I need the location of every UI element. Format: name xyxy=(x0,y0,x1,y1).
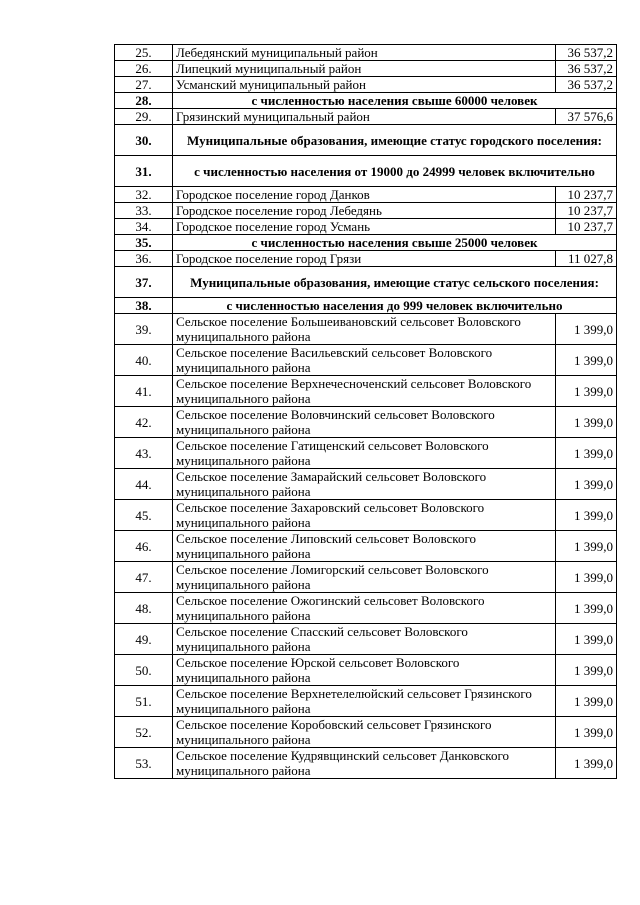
row-number: 51. xyxy=(115,686,173,717)
amount-value: 10 237,7 xyxy=(556,203,617,219)
table-row xyxy=(115,500,617,531)
municipality-name: Сельское поселение Верхнечесноченский сельсовет Воловского муниципального района xyxy=(173,376,556,407)
row-number: 28. xyxy=(115,93,173,109)
municipality-name: Городское поселение город Данков xyxy=(173,187,556,203)
amount-value: 1 399,0 xyxy=(556,686,617,717)
amount-value: 1 399,0 xyxy=(556,624,617,655)
amount-value: 37 576,6 xyxy=(556,109,617,125)
municipality-name: Городское поселение город Лебедянь xyxy=(173,203,556,219)
amount-value: 1 399,0 xyxy=(556,562,617,593)
row-number: 36. xyxy=(115,251,173,267)
row-number: 50. xyxy=(115,655,173,686)
table-row xyxy=(115,345,617,376)
municipality-name: Сельское поселение Гатищенский сельсовет Воловского муниципального района xyxy=(173,438,556,469)
table-row xyxy=(115,686,617,717)
table-row xyxy=(115,407,617,438)
municipality-name: Усманский муниципальный район xyxy=(173,77,556,93)
amount-value: 1 399,0 xyxy=(556,345,617,376)
section-header-row xyxy=(115,156,617,187)
amount-value: 1 399,0 xyxy=(556,438,617,469)
row-number: 30. xyxy=(115,125,173,156)
municipality-name: Сельское поселение Липовский сельсовет Воловского муниципального района xyxy=(173,531,556,562)
row-number: 44. xyxy=(115,469,173,500)
amount-value: 11 027,8 xyxy=(556,251,617,267)
row-number: 43. xyxy=(115,438,173,469)
row-number: 37. xyxy=(115,267,173,298)
table-row xyxy=(115,655,617,686)
amount-value: 1 399,0 xyxy=(556,314,617,345)
allocation-table xyxy=(114,44,617,779)
table-row xyxy=(115,77,617,93)
table-row xyxy=(115,624,617,655)
municipality-name: Сельское поселение Верхнетелелюйский сельсовет Грязинского муниципального района xyxy=(173,686,556,717)
municipality-name: Сельское поселение Замарайский сельсовет Воловского муниципального района xyxy=(173,469,556,500)
municipality-name: Городское поселение город Усмань xyxy=(173,219,556,235)
row-number: 39. xyxy=(115,314,173,345)
amount-value: 1 399,0 xyxy=(556,748,617,779)
row-number: 48. xyxy=(115,593,173,624)
municipality-name: Сельское поселение Воловчинский сельсовет Воловского муниципального района xyxy=(173,407,556,438)
municipality-name: Сельское поселение Ломигорский сельсовет Воловского муниципального района xyxy=(173,562,556,593)
municipality-name: Лебедянский муниципальный район xyxy=(173,45,556,61)
row-number: 34. xyxy=(115,219,173,235)
table-row xyxy=(115,109,617,125)
amount-value: 36 537,2 xyxy=(556,45,617,61)
row-number: 33. xyxy=(115,203,173,219)
section-header-row xyxy=(115,125,617,156)
amount-value: 1 399,0 xyxy=(556,593,617,624)
amount-value: 36 537,2 xyxy=(556,61,617,77)
row-number: 40. xyxy=(115,345,173,376)
municipality-name: Грязинский муниципальный район xyxy=(173,109,556,125)
table-row xyxy=(115,717,617,748)
table-row xyxy=(115,251,617,267)
section-title: с численностью населения от 19000 до 24999 человек включительно xyxy=(173,156,617,187)
table-row xyxy=(115,61,617,77)
row-number: 35. xyxy=(115,235,173,251)
amount-value: 1 399,0 xyxy=(556,376,617,407)
amount-value: 36 537,2 xyxy=(556,77,617,93)
row-number: 31. xyxy=(115,156,173,187)
row-number: 25. xyxy=(115,45,173,61)
row-number: 27. xyxy=(115,77,173,93)
table-row xyxy=(115,593,617,624)
municipality-name: Сельское поселение Юрской сельсовет Воловского муниципального района xyxy=(173,655,556,686)
municipality-name: Сельское поселение Кудрявщинский сельсовет Данковского муниципального района xyxy=(173,748,556,779)
municipality-name: Сельское поселение Коробовский сельсовет Грязинского муниципального района xyxy=(173,717,556,748)
table-row xyxy=(115,187,617,203)
row-number: 26. xyxy=(115,61,173,77)
row-number: 49. xyxy=(115,624,173,655)
table-row xyxy=(115,748,617,779)
municipality-name: Городское поселение город Грязи xyxy=(173,251,556,267)
row-number: 52. xyxy=(115,717,173,748)
section-header-row xyxy=(115,235,617,251)
municipality-name: Липецкий муниципальный район xyxy=(173,61,556,77)
amount-value: 1 399,0 xyxy=(556,531,617,562)
section-header-row xyxy=(115,267,617,298)
table-row xyxy=(115,438,617,469)
table-body xyxy=(115,45,617,779)
amount-value: 1 399,0 xyxy=(556,655,617,686)
section-title: с численностью населения свыше 25000 человек xyxy=(173,235,617,251)
municipality-name: Сельское поселение Захаровский сельсовет Воловского муниципального района xyxy=(173,500,556,531)
amount-value: 1 399,0 xyxy=(556,500,617,531)
section-header-row xyxy=(115,298,617,314)
table-row xyxy=(115,469,617,500)
table-row xyxy=(115,219,617,235)
row-number: 29. xyxy=(115,109,173,125)
amount-value: 10 237,7 xyxy=(556,187,617,203)
municipality-name: Сельское поселение Спасский сельсовет Воловского муниципального района xyxy=(173,624,556,655)
table-row xyxy=(115,314,617,345)
table-row xyxy=(115,45,617,61)
section-title: Муниципальные образования, имеющие статус городского поселения: xyxy=(173,125,617,156)
row-number: 41. xyxy=(115,376,173,407)
table-row xyxy=(115,203,617,219)
section-title: Муниципальные образования, имеющие статус сельского поселения: xyxy=(173,267,617,298)
row-number: 47. xyxy=(115,562,173,593)
row-number: 53. xyxy=(115,748,173,779)
row-number: 42. xyxy=(115,407,173,438)
row-number: 32. xyxy=(115,187,173,203)
row-number: 45. xyxy=(115,500,173,531)
section-header-row xyxy=(115,93,617,109)
municipality-name: Сельское поселение Большеивановский сельсовет Воловского муниципального района xyxy=(173,314,556,345)
table-row xyxy=(115,531,617,562)
amount-value: 10 237,7 xyxy=(556,219,617,235)
municipality-name: Сельское поселение Ожогинский сельсовет Воловского муниципального района xyxy=(173,593,556,624)
table-row xyxy=(115,562,617,593)
amount-value: 1 399,0 xyxy=(556,469,617,500)
amount-value: 1 399,0 xyxy=(556,717,617,748)
row-number: 46. xyxy=(115,531,173,562)
table-row xyxy=(115,376,617,407)
row-number: 38. xyxy=(115,298,173,314)
section-title: с численностью населения свыше 60000 человек xyxy=(173,93,617,109)
amount-value: 1 399,0 xyxy=(556,407,617,438)
municipality-name: Сельское поселение Васильевский сельсовет Воловского муниципального района xyxy=(173,345,556,376)
section-title: с численностью населения до 999 человек включительно xyxy=(173,298,617,314)
